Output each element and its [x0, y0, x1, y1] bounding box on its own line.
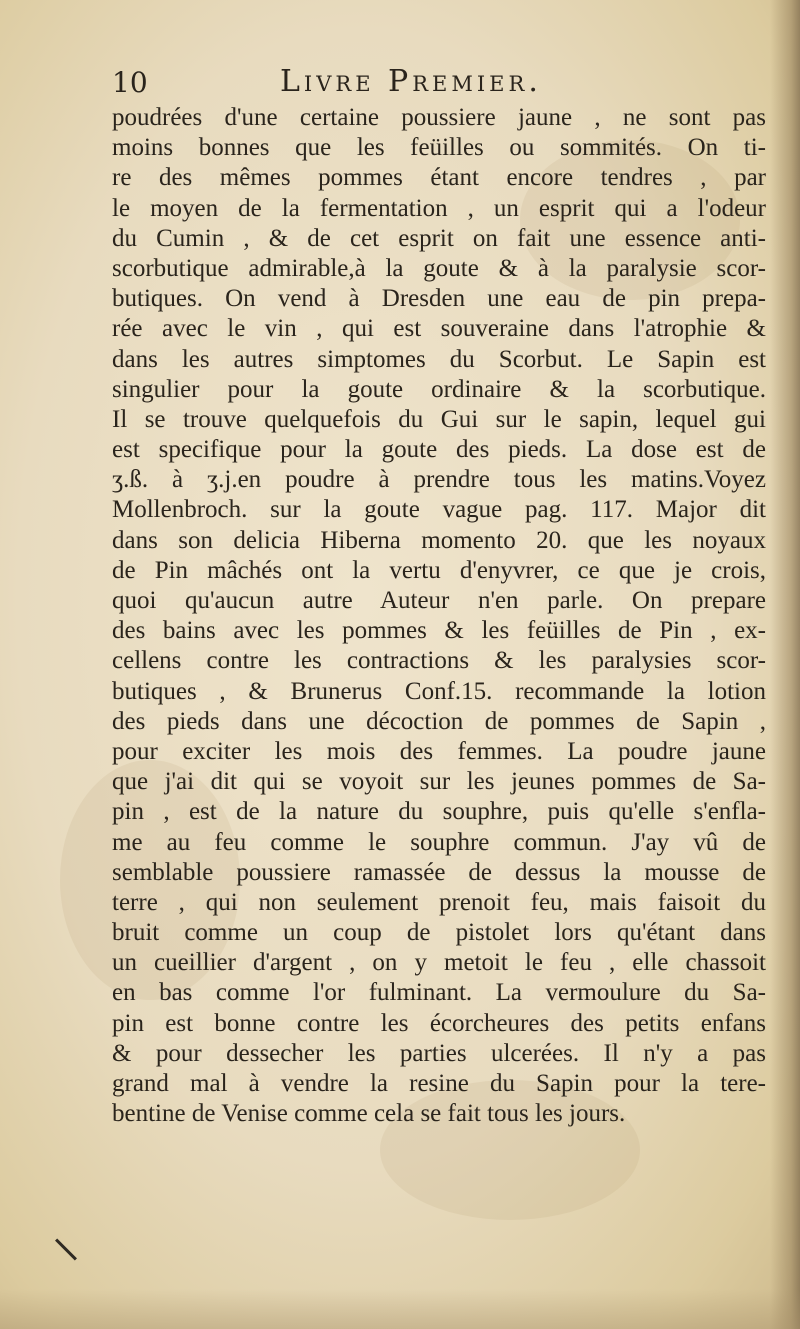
text-line: quoi qu'aucun autre Auteur n'en parle. On prepare	[112, 587, 766, 614]
ink-mark	[55, 1239, 77, 1261]
page-bottom-shadow	[0, 1289, 800, 1329]
text-line: des pieds dans une décoction de pommes de Sapin ,	[112, 707, 766, 735]
text-line: un cueillier d'argent , on y metoit le feu , elle chassoit	[112, 949, 766, 977]
text-line: en bas comme l'or fulminant. La vermoulure du Sa-	[112, 979, 766, 1007]
running-head	[112, 62, 632, 106]
text-line: moins bonnes que les feüilles ou sommités. On ti-	[112, 134, 766, 162]
text-line: dans son delicia Hiberna momento 20. que les noyaux	[112, 526, 766, 554]
text-line: bruit comme un coup de pistolet lors qu'étant dans	[112, 919, 766, 947]
text-line: est specifique pour la goute des pieds. La dose est de	[112, 436, 766, 464]
text-line: des bains avec les pommes & les feüilles de Pin , ex-	[112, 617, 766, 645]
text-line: que j'ai dit qui se voyoit sur les jeunes pommes de Sa-	[112, 768, 766, 796]
text-line: dans les autres simptomes du Scorbut. Le Sapin est	[112, 345, 766, 373]
text-line: re des mêmes pommes étant encore tendres , par	[112, 164, 766, 192]
body-text	[112, 103, 766, 1129]
text-line: terre , qui non seulement prenoit feu, mais faisoit du	[112, 888, 766, 916]
text-line: Mollenbroch. sur la goute vague pag. 117. Major dit	[112, 496, 766, 524]
text-line: me au feu comme le souphre commun. J'ay vû de	[112, 828, 766, 856]
text-line: du Cumin , & de cet esprit on fait une essence anti-	[112, 224, 766, 252]
page-edge-shadow	[770, 0, 800, 1329]
text-line: Il se trouve quelquefois du Gui sur le sapin, lequel gui	[112, 405, 766, 433]
text-line: ʒ.ß. à ʒ.j.en poudre à prendre tous les matins.Voyez	[112, 466, 766, 494]
text-line: le moyen de la fermentation , un esprit qui a l'odeur	[112, 194, 766, 222]
text-line: semblable poussiere ramassée de dessus la mousse de	[112, 858, 766, 886]
text-line: poudrées d'une certaine poussiere jaune , ne sont pas	[112, 104, 766, 131]
text-line: butiques. On vend à Dresden une eau de pin prepa-	[112, 285, 766, 313]
text-line: de Pin mâchés ont la vertu d'enyvrer, ce que je crois,	[112, 556, 766, 584]
text-line: & pour dessecher les parties ulcerées. Il n'y a pas	[112, 1039, 766, 1067]
text-line: grand mal à vendre la resine du Sapin pour la tere-	[112, 1070, 766, 1097]
text-line: scorbutique admirable,à la goute & à la paralysie scor-	[112, 254, 766, 282]
text-line: pin est bonne contre les écorcheures des petits enfans	[112, 1009, 766, 1037]
text-line: butiques , & Brunerus Conf.15. recommande la lotion	[112, 677, 766, 705]
running-title: Livre Premier.	[280, 64, 542, 99]
text-line: cellens contre les contractions & les paralysies scor-	[112, 647, 766, 675]
text-line: pour exciter les mois des femmes. La poudre jaune	[112, 737, 766, 765]
page-number: 10	[112, 66, 148, 99]
text-line: pin , est de la nature du souphre, puis qu'elle s'enfla-	[112, 798, 766, 826]
text-line: singulier pour la goute ordinaire & la scorbutique.	[112, 375, 766, 403]
text-line: bentine de Venise comme cela se fait tous les jours.	[112, 1100, 626, 1128]
text-line: rée avec le vin , qui est souveraine dans l'atrophie &	[112, 315, 766, 343]
